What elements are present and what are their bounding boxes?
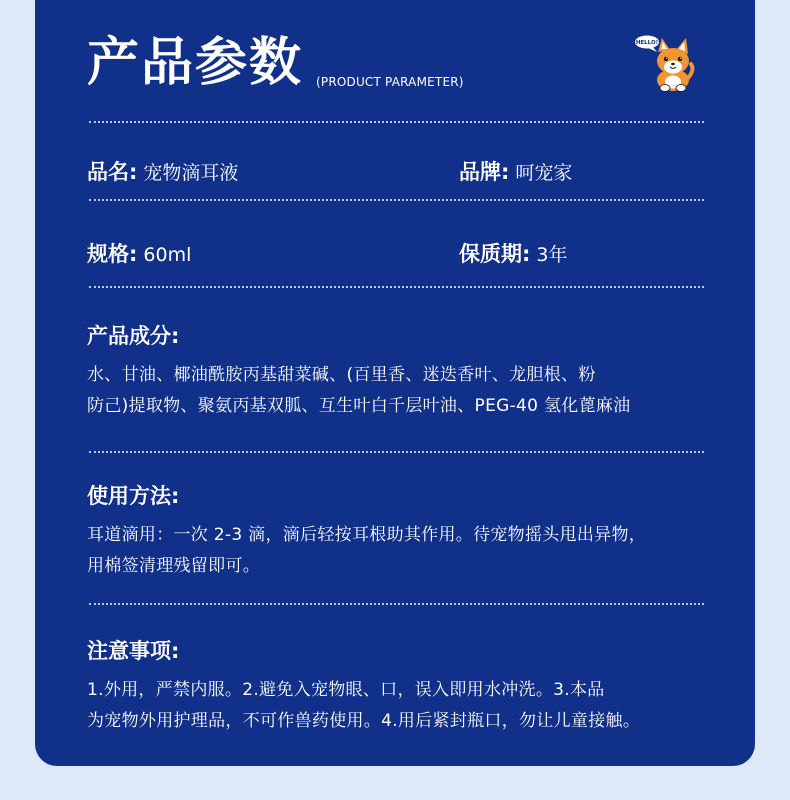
divider (89, 603, 704, 605)
spec-shelf-life (459, 241, 568, 268)
divider (89, 286, 704, 288)
notes-text (87, 675, 707, 737)
product-parameter-card (35, 0, 755, 766)
notes-line: 为宠物外用护理品，不可作兽药使用。4.用后紧封瓶口，勿让儿童接触。 (87, 711, 641, 731)
page-title: 产品参数 (87, 33, 304, 93)
ingredients-line: 水、甘油、椰油酰胺丙基甜菜碱、(百里香、迷迭香叶、龙胆根、粉 (87, 365, 596, 385)
spec-size (87, 241, 191, 268)
cat-mascot-icon (632, 30, 696, 94)
spec-label: 规格: (87, 242, 138, 266)
mascot-badge-text: HELLO! (635, 40, 659, 46)
spec-value: 3年 (536, 244, 568, 266)
page-subtitle: (PRODUCT PARAMETER) (316, 75, 464, 89)
ingredients-text (87, 360, 707, 422)
spec-value: 宠物滴耳液 (143, 162, 239, 184)
divider (89, 199, 704, 201)
spec-brand (459, 159, 572, 186)
spec-label: 品名: (87, 160, 138, 184)
usage-line: 用棉签清理残留即可。 (87, 556, 260, 576)
spec-label: 品牌: (459, 160, 510, 184)
divider (89, 451, 704, 453)
ingredients-title: 产品成分: (87, 324, 180, 348)
usage-text (87, 520, 707, 582)
usage-title: 使用方法: (87, 484, 180, 508)
spec-value: 呵宠家 (515, 162, 573, 184)
notes-title: 注意事项: (87, 639, 180, 663)
usage-line: 耳道滴用：一次 2-3 滴，滴后轻按耳根助其作用。待宠物摇头甩出异物， (87, 525, 647, 545)
divider (89, 121, 704, 123)
spec-label: 保质期: (459, 242, 531, 266)
ingredients-line: 防己)提取物、聚氨丙基双胍、互生叶白千层叶油、PEG-40 氢化蓖麻油 (87, 396, 631, 416)
spec-value: 60ml (143, 244, 192, 266)
notes-line: 1.外用，严禁内服。2.避免入宠物眼、口，误入即用水冲洗。3.本品 (87, 680, 605, 700)
spec-product-name (87, 159, 238, 186)
